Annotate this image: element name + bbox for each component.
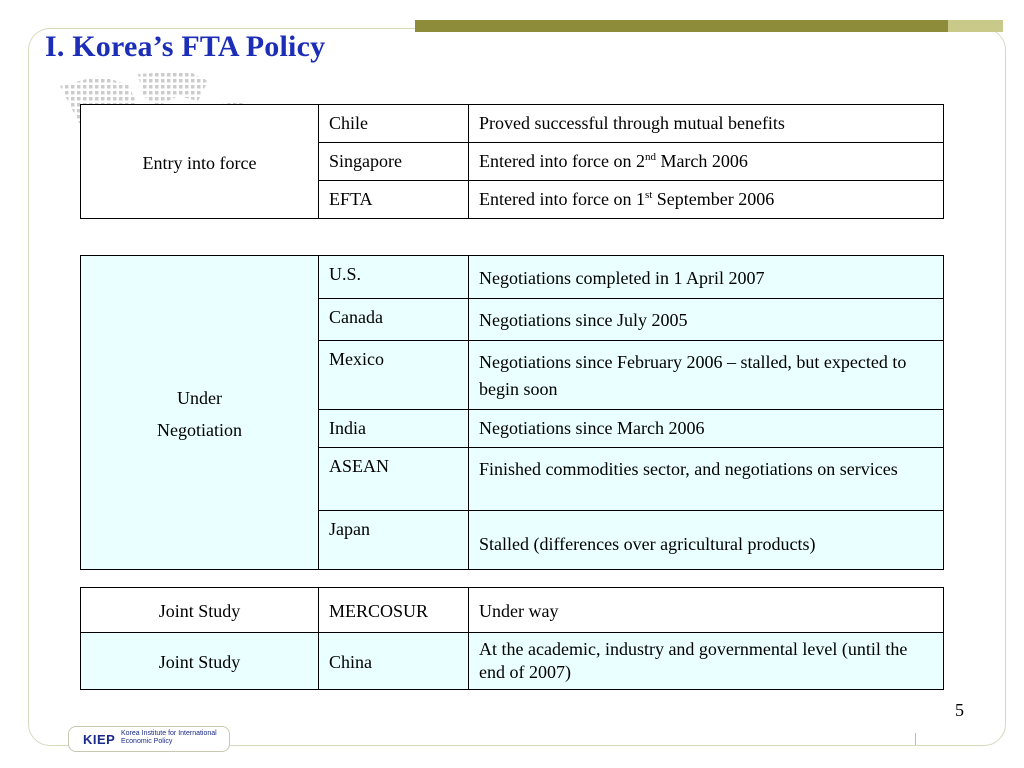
table-row xyxy=(81,256,944,299)
partner-cell: Canada xyxy=(319,299,469,341)
footer-divider xyxy=(915,733,916,745)
joint-study-table xyxy=(80,587,944,690)
header-bar-accent xyxy=(948,20,1003,32)
status-cell: Proved successful through mutual benefits xyxy=(469,105,944,143)
partner-cell: Singapore xyxy=(319,143,469,181)
entry-into-force-table xyxy=(80,104,944,219)
status-cell: Entered into force on 2nd March 2006 xyxy=(469,143,944,181)
partner-cell: U.S. xyxy=(319,256,469,299)
status-cell: Stalled (differences over agricultural products) xyxy=(469,511,944,570)
partner-cell: India xyxy=(319,410,469,448)
partner-cell: Japan xyxy=(319,511,469,570)
partner-cell: MERCOSUR xyxy=(319,588,469,633)
status-cell: Under way xyxy=(469,588,944,633)
header-bar xyxy=(415,20,948,32)
status-cell: Negotiations since March 2006 xyxy=(469,410,944,448)
group-label-study: Joint Study xyxy=(81,588,319,633)
partner-cell: EFTA xyxy=(319,181,469,219)
status-cell: At the academic, industry and governmental level (until the end of 2007) xyxy=(469,633,944,690)
under-negotiation-table xyxy=(80,255,944,570)
status-cell: Negotiations since February 2006 – stalled, but expected to begin soon xyxy=(469,341,944,410)
slide-title: I. Korea’s FTA Policy xyxy=(45,30,326,63)
table-row xyxy=(81,588,944,633)
group-label-entry: Entry into force xyxy=(81,105,319,219)
partner-cell: China xyxy=(319,633,469,690)
status-cell: Negotiations since July 2005 xyxy=(469,299,944,341)
table-row xyxy=(81,633,944,690)
partner-cell: ASEAN xyxy=(319,448,469,511)
group-label-negotiation: Under Negotiation xyxy=(81,256,319,570)
logo-text: Korea Institute for International Economic Policy xyxy=(121,730,217,745)
status-cell: Negotiations completed in 1 April 2007 xyxy=(469,256,944,299)
partner-cell: Mexico xyxy=(319,341,469,410)
table-row xyxy=(81,105,944,143)
group-label-study: Joint Study xyxy=(81,633,319,690)
kiep-logo xyxy=(68,726,230,752)
status-cell: Finished commodities sector, and negotiations on services xyxy=(469,448,944,511)
logo-mark: KIEP xyxy=(83,732,116,747)
partner-cell: Chile xyxy=(319,105,469,143)
page-number: 5 xyxy=(955,700,964,720)
status-cell: Entered into force on 1st September 2006 xyxy=(469,181,944,219)
